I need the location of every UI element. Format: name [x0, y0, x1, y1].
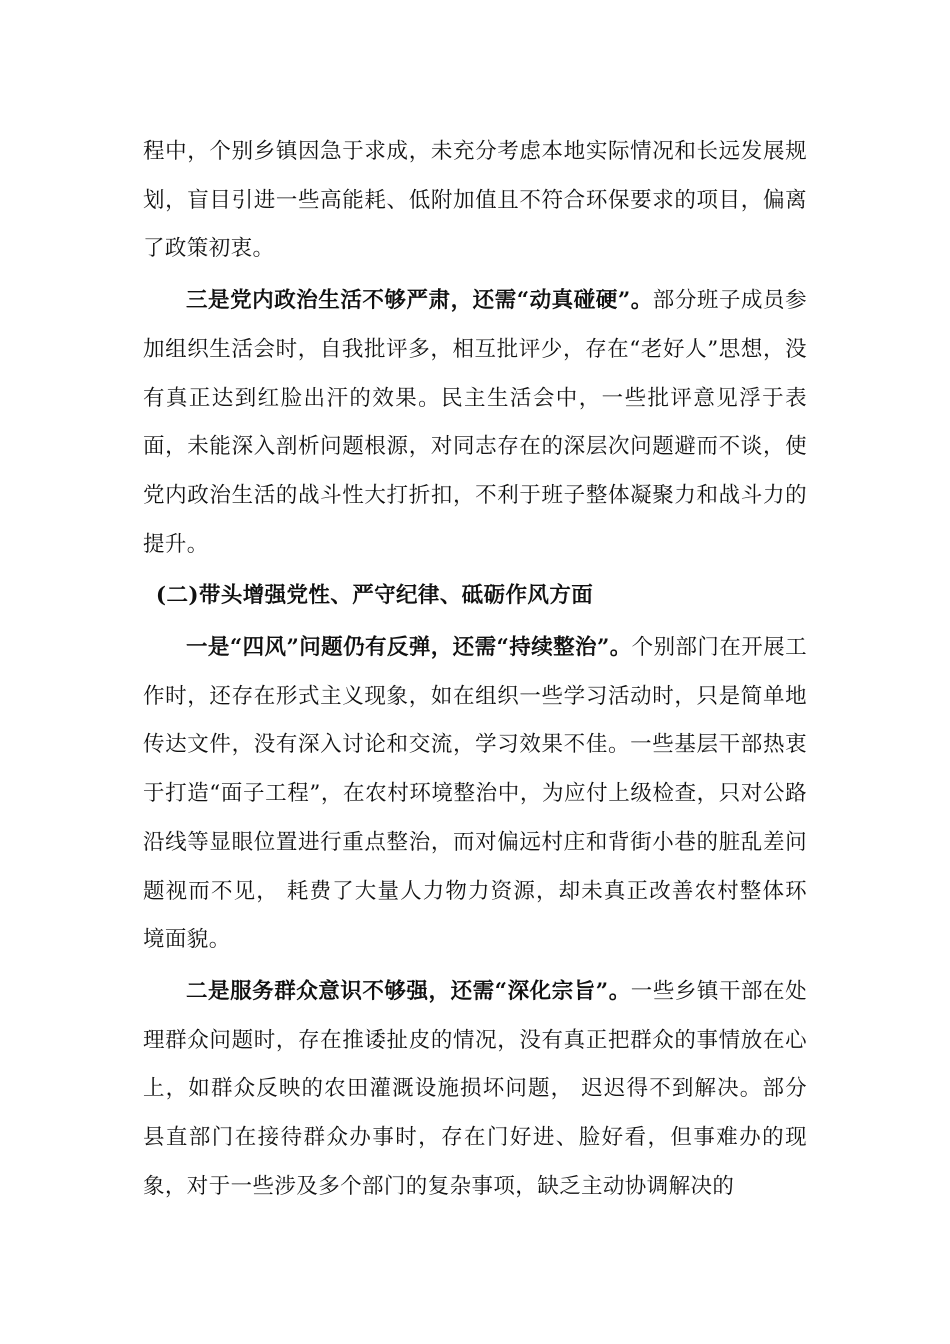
document-page: [143, 128, 807, 1214]
section-heading-text: (二)带头增强党性、严守纪律、砥砺作风方面: [155, 583, 594, 609]
paragraph-political-life: [143, 277, 807, 569]
paragraph-text: 一些乡镇干部在处理群众问题时，存在推诿扯皮的情况，没有真正把群众的事情放在心上，如群众反映的农田灌溉设施损坏问题， 迟迟得不到解决。部分县直部门在接待群众办事时，存在门好进、脸好看，但事难办的现象，对于一些涉及多个部门的复杂事项，缺乏主动协调解决的: [143, 978, 808, 1199]
paragraph-four-styles: [143, 624, 807, 965]
paragraph-lead: 一是“四风”问题仍有反弹，还需“持续整治”。: [186, 635, 632, 661]
paragraph-text: 个别部门在开展工作时，还存在形式主义现象，如在组织一些学习活动时，只是简单地传达文件，没有深入讨论和交流，学习效果不佳。一些基层干部热衷于打造“面子工程”，在农村环境整治中，为应付上级检查，只对公路沿线等显眼位置进行重点整治，而对偏远村庄和背街小巷的脏乱差问题视而不见， 耗费了大量人力物力资源，却未真正改善农村整体环境面貌。: [143, 635, 807, 953]
paragraph-lead: 二是服务群众意识不够强，还需“深化宗旨”。: [186, 978, 631, 1004]
paragraph-text: 部分班子成员参加组织生活会时，自我批评多，相互批评少，存在“老好人”思想，没有真正达到红脸出汗的效果。民主生活会中，一些批评意见浮于表面，未能深入剖析问题根源，对同志存在的深层次问题避而不谈，使党内政治生活的战斗性大打折扣，不利于班子整体凝聚力和战斗力的提升。: [143, 288, 807, 557]
paragraph-continuation: [143, 128, 807, 274]
paragraph-lead: 三是党内政治生活不够严肃，还需“动真碰硬”。: [186, 288, 653, 314]
paragraph-serving-masses: [143, 968, 807, 1212]
paragraph-text: 程中，个别乡镇因急于求成，未充分考虑本地实际情况和长远发展规划，盲目引进一些高能耗、低附加值且不符合环保要求的项目，偏离了政策初衷。: [143, 139, 807, 262]
section-heading: [143, 572, 807, 621]
